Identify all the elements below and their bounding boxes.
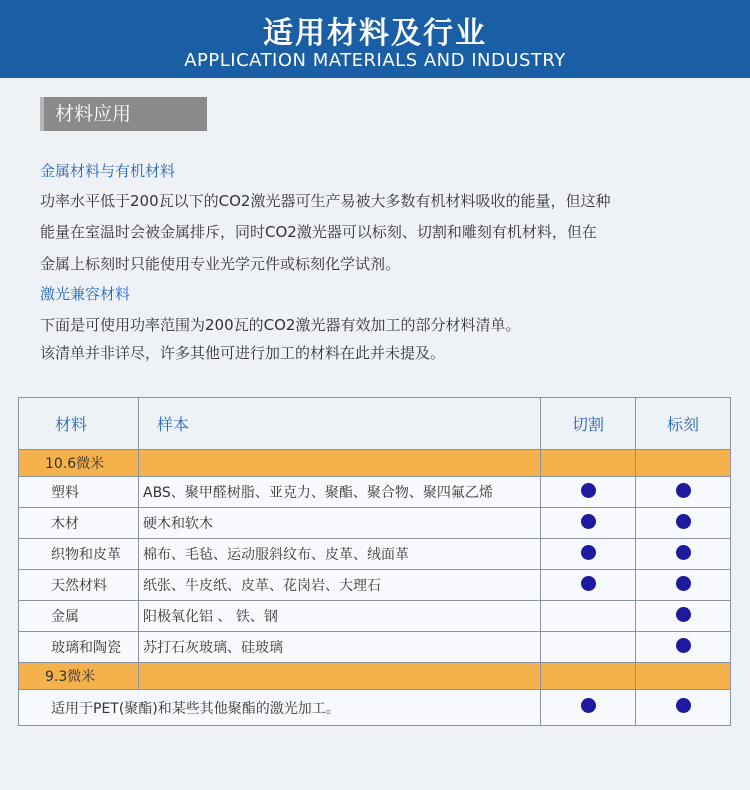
table-row [19, 477, 731, 508]
sample-cell: 棉布、毛毡、运动服斜纹布、皮革、绒面革 [139, 539, 541, 570]
heading-compatible-materials: 激光兼容材料 [40, 285, 131, 303]
mark-dot-icon [676, 514, 691, 529]
material-cell: 织物和皮革 [19, 539, 139, 570]
mark-dot-icon [676, 607, 691, 622]
group-label: 10.6微米 [19, 450, 139, 477]
cut-dot-icon [581, 483, 596, 498]
mark-dot-icon [676, 576, 691, 591]
mark-dot-icon [676, 483, 691, 498]
cut-dot-icon [581, 698, 596, 713]
table-row [19, 690, 731, 726]
table-row [19, 539, 731, 570]
material-cell: 塑料 [19, 477, 139, 508]
mark-dot-icon [676, 638, 691, 653]
header-material: 材料 [19, 398, 139, 450]
sample-cell: 阳极氧化铝 、 铁、钢 [139, 601, 541, 632]
table-row [19, 601, 731, 632]
header-mark: 标刻 [636, 398, 731, 450]
sample-cell: 纸张、牛皮纸、皮革、花岗岩、大理石 [139, 570, 541, 601]
material-cell: 金属 [19, 601, 139, 632]
paragraph-line: 下面是可使用功率范围为200瓦的CO2激光器有效加工的部分材料清单。 [40, 316, 521, 334]
header-sample: 样本 [139, 398, 541, 450]
paragraph-line: 该清单并非详尽，许多其他可进行加工的材料在此并未提及。 [40, 344, 446, 362]
paragraph-line: 能量在室温时会被金属排斥，同时CO2激光器可以标刻、切割和雕刻有机材料，但在 [40, 223, 597, 241]
paragraph-line: 功率水平低于200瓦以下的CO2激光器可生产易被大多数有机材料吸收的能量，但这种 [40, 192, 611, 210]
cut-dot-icon [581, 576, 596, 591]
header-banner [0, 0, 750, 78]
table-row [19, 570, 731, 601]
mark-dot-icon [676, 545, 691, 560]
banner-title-cn: 适用材料及行业 [263, 16, 487, 51]
materials-table [18, 397, 731, 726]
cut-dot-icon [581, 545, 596, 560]
sample-cell: 硬木和软木 [139, 508, 541, 539]
sample-cell: 苏打石灰玻璃、硅玻璃 [139, 632, 541, 663]
header-cut: 切割 [541, 398, 636, 450]
group-label: 9.3微米 [19, 663, 139, 690]
group-row-10-6 [19, 450, 731, 477]
material-cell: 玻璃和陶瓷 [19, 632, 139, 663]
paragraph-line: 金属上标刻时只能使用专业光学元件或标刻化学试剂。 [40, 255, 401, 273]
material-cell: 天然材料 [19, 570, 139, 601]
table-row [19, 632, 731, 663]
sample-cell: ABS、聚甲醛树脂、亚克力、聚酯、聚合物、聚四氟乙烯 [139, 477, 541, 508]
heading-metal-organic: 金属材料与有机材料 [40, 162, 176, 180]
banner-title-en: APPLICATION MATERIALS AND INDUSTRY [184, 50, 566, 71]
pet-note-cell: 适用于PET(聚酯)和某些其他聚酯的激光加工。 [19, 690, 541, 726]
table-row [19, 508, 731, 539]
group-row-9-3 [19, 663, 731, 690]
mark-dot-icon [676, 698, 691, 713]
section-tag: 材料应用 [40, 97, 207, 131]
cut-dot-icon [581, 514, 596, 529]
material-cell: 木材 [19, 508, 139, 539]
